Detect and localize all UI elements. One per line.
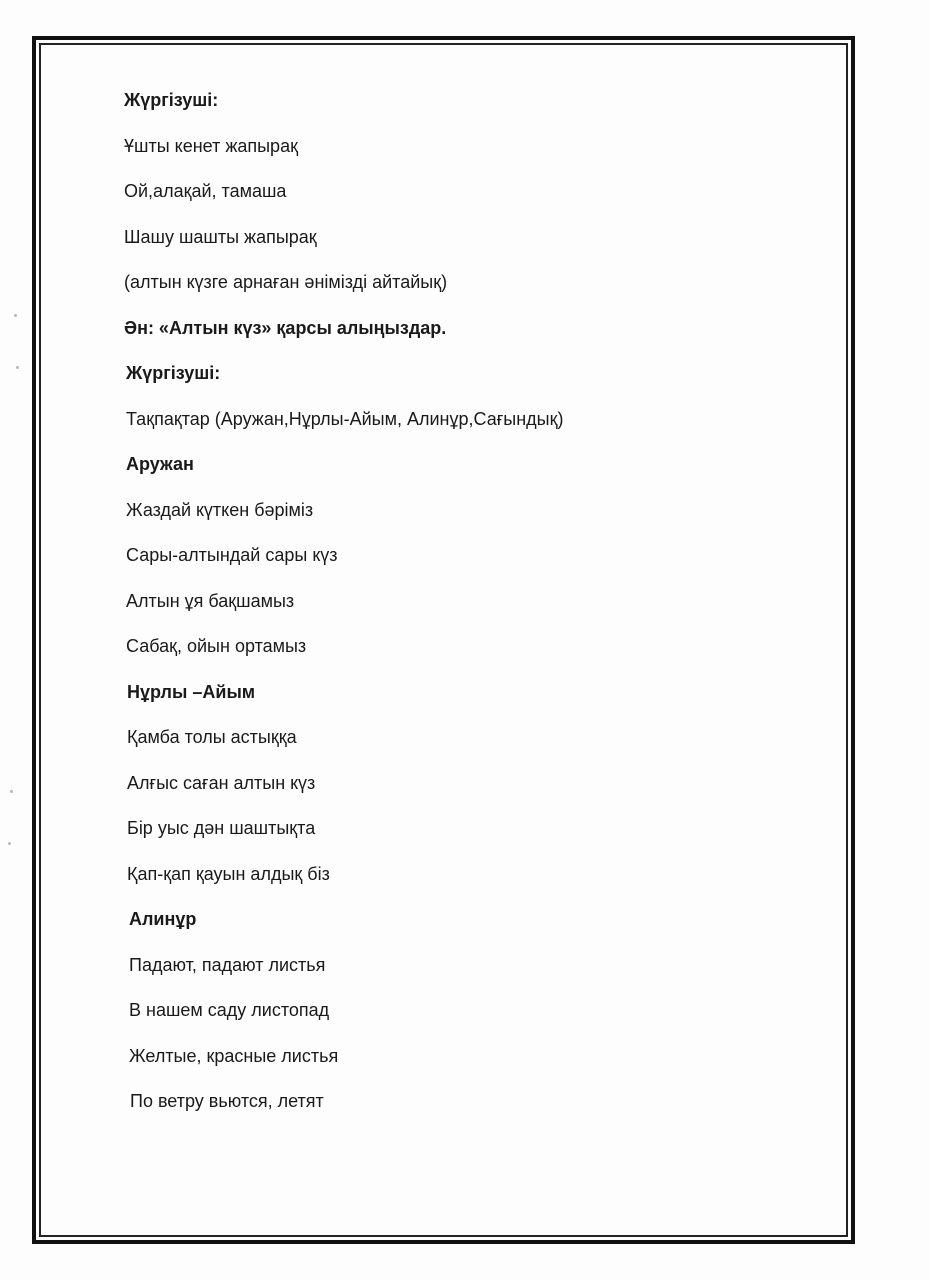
text-line: Сары-алтындай сары күз — [126, 545, 338, 565]
text-line: Жаздай күткен бәріміз — [126, 499, 314, 520]
section-heading: Жүргізуші: — [126, 363, 221, 383]
scan-speck — [14, 314, 17, 317]
text-line: Ұшты кенет жапырақ — [124, 135, 298, 156]
section-heading: Нұрлы –Айым — [127, 681, 256, 702]
section-heading: Аружан — [126, 454, 194, 474]
text-line: Алтын ұя бақшамыз — [126, 590, 295, 611]
scan-speck — [16, 366, 19, 369]
text-line: Желтые, красные листья — [129, 1045, 339, 1066]
scan-speck — [8, 842, 11, 845]
document-text — [124, 88, 824, 1135]
text-line: (алтын күзге арнаған әнімізді айтайық) — [124, 272, 448, 292]
text-line: Қап-қап қауын алдық біз — [127, 863, 330, 884]
text-line: Ой,алақай, тамаша — [124, 181, 287, 201]
section-heading: Алинұр — [129, 909, 197, 929]
text-line: Тақпақтар (Аружан,Нұрлы-Айым, Алинұр,Сағындық) — [126, 408, 564, 429]
text-line: Қамба толы астыққа — [127, 727, 297, 747]
text-line: По ветру вьются, летят — [130, 1091, 324, 1111]
text-line: Падают, падают листья — [129, 954, 326, 975]
text-line: Сабақ, ойын ортамыз — [126, 636, 307, 656]
scan-speck — [10, 790, 13, 793]
section-heading: Жүргізуші: — [124, 90, 219, 110]
text-line: Шашу шашты жапырақ — [124, 226, 317, 247]
text-line: Алғыс саған алтын күз — [127, 772, 316, 793]
section-heading: Ән: «Алтын күз» қарсы алыңыздар. — [124, 317, 447, 338]
text-line: В нашем саду листопад — [129, 1000, 330, 1020]
text-line: Бір уыс дән шаштықта — [127, 818, 316, 838]
